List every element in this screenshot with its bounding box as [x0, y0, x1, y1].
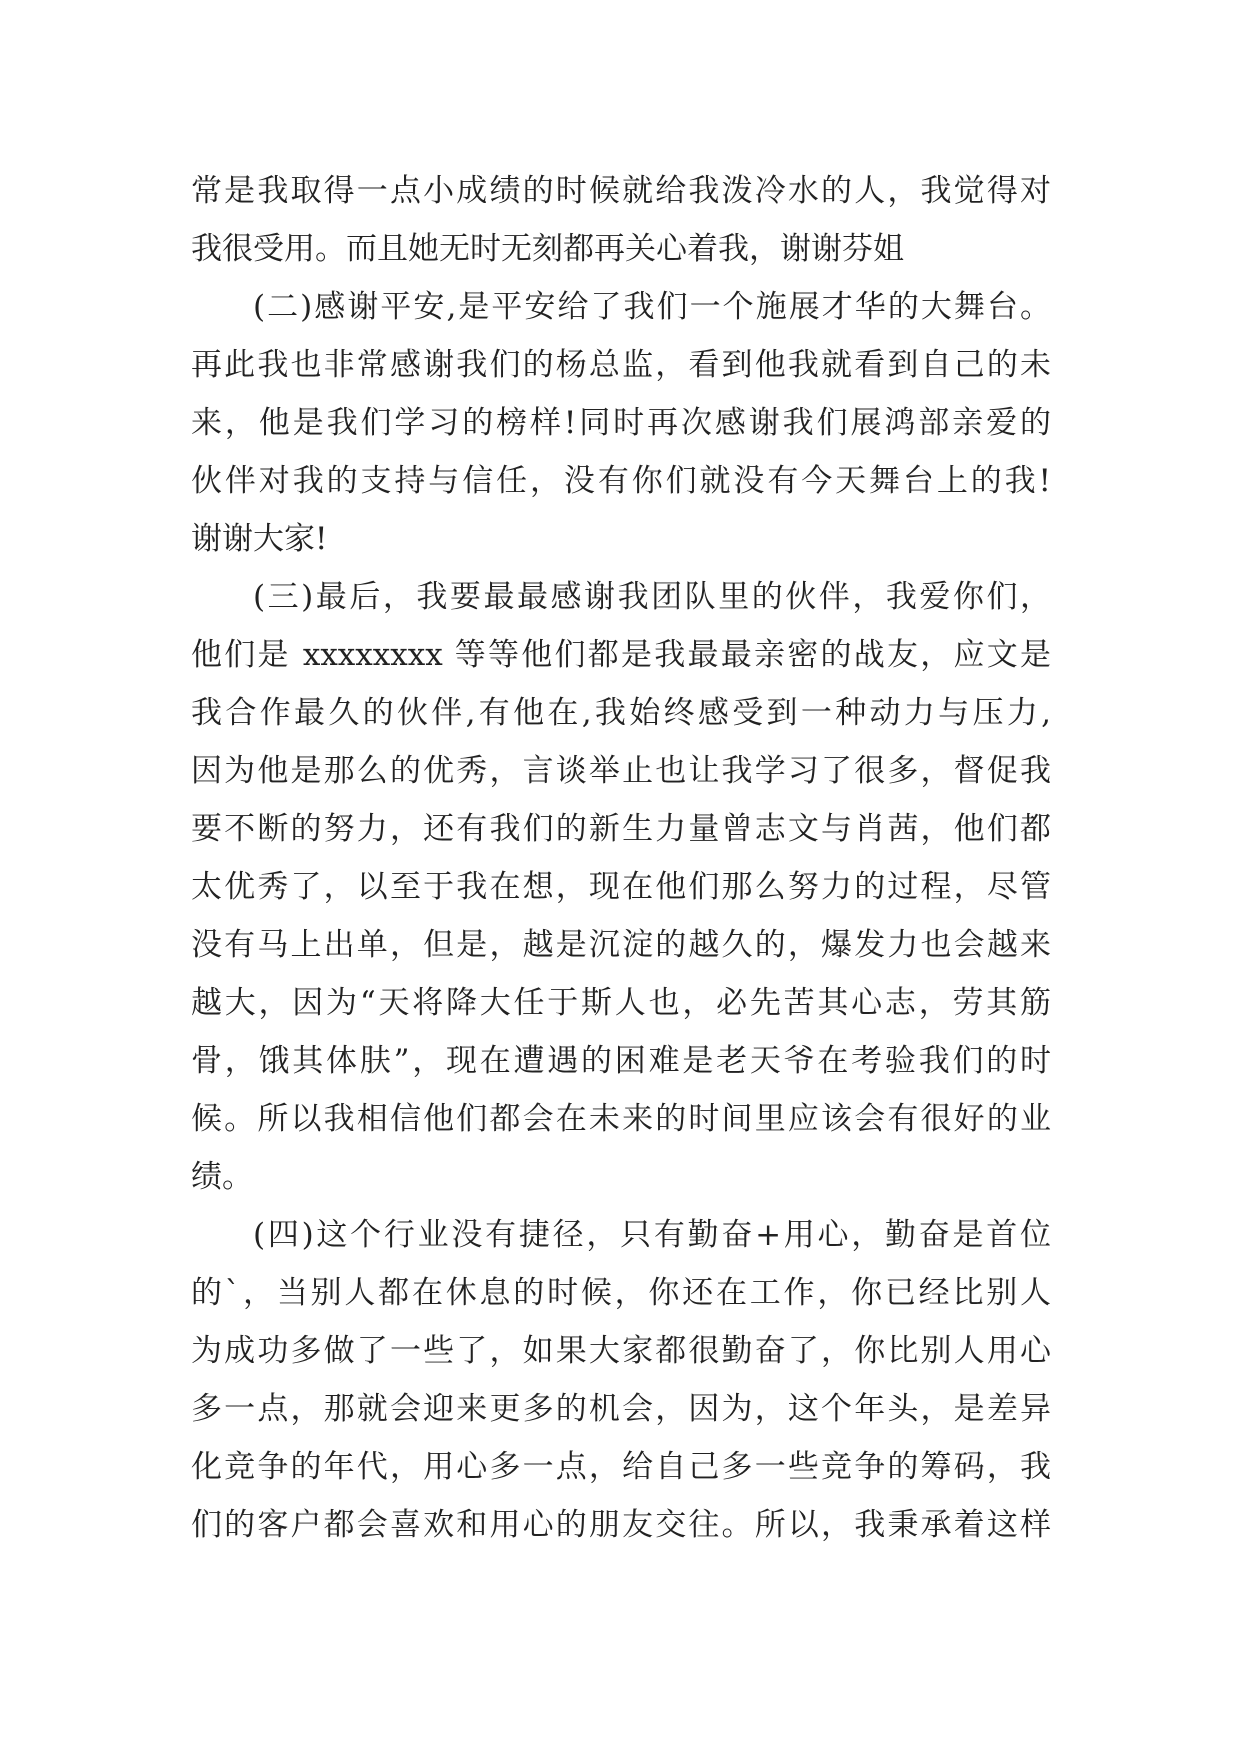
text-line: 候。所以我相信他们都会在未来的时间里应该会有很好的业: [191, 1101, 1051, 1137]
text-line: 我合作最久的伙伴,有他在,我始终感受到一种动力与压力,: [191, 695, 1051, 731]
text-line: 的`，当别人都在休息的时候，你还在工作，你已经比别人: [191, 1275, 1051, 1311]
text-line: 骨，饿其体肤”，现在遭遇的困难是老天爷在考验我们的时: [191, 1043, 1051, 1079]
paragraph-start-line: (二)感谢平安,是平安给了我们一个施展才华的大舞台。: [253, 289, 1051, 325]
text-line: 为成功多做了一些了，如果大家都很勤奋了，你比别人用心: [191, 1333, 1051, 1369]
text-line: 绩。: [191, 1159, 253, 1195]
text-line: 越大，因为“天将降大任于斯人也，必先苦其心志，劳其筋: [191, 985, 1051, 1021]
paragraph-start-line: (三)最后，我要最最感谢我团队里的伙伴，我爱你们，: [253, 579, 1051, 615]
text-line: 因为他是那么的优秀，言谈举止也让我学习了很多，督促我: [191, 753, 1051, 789]
text-line: 我很受用。而且她无时无刻都再关心着我，谢谢芬姐: [191, 231, 904, 267]
text-line: 常是我取得一点小成绩的时候就给我泼冷水的人，我觉得对: [191, 173, 1051, 209]
text-line: 多一点，那就会迎来更多的机会，因为，这个年头，是差异: [191, 1391, 1051, 1427]
text-line: 化竞争的年代，用心多一点，给自己多一些竞争的筹码，我: [191, 1449, 1051, 1485]
text-line: 们的客户都会喜欢和用心的朋友交往。所以，我秉承着这样: [191, 1507, 1051, 1543]
body-text: [191, 162, 1051, 1554]
text-line: 太优秀了，以至于我在想，现在他们那么努力的过程，尽管: [191, 869, 1051, 905]
paragraph-start-line: (四)这个行业没有捷径，只有勤奋+用心，勤奋是首位: [253, 1217, 1051, 1253]
text-line: 伙伴对我的支持与信任，没有你们就没有今天舞台上的我!: [191, 463, 1051, 499]
text-line: 再此我也非常感谢我们的杨总监，看到他我就看到自己的未: [191, 347, 1051, 383]
text-line: 要不断的努力，还有我们的新生力量曾志文与肖茜，他们都: [191, 811, 1051, 847]
text-line: 他们是 xxxxxxxx 等等他们都是我最最亲密的战友，应文是: [191, 637, 1051, 673]
text-line: 来，他是我们学习的榜样!同时再次感谢我们展鸿部亲爱的: [191, 405, 1051, 441]
text-line: 没有马上出单，但是，越是沉淀的越久的，爆发力也会越来: [191, 927, 1051, 963]
text-line: 谢谢大家!: [191, 521, 328, 557]
